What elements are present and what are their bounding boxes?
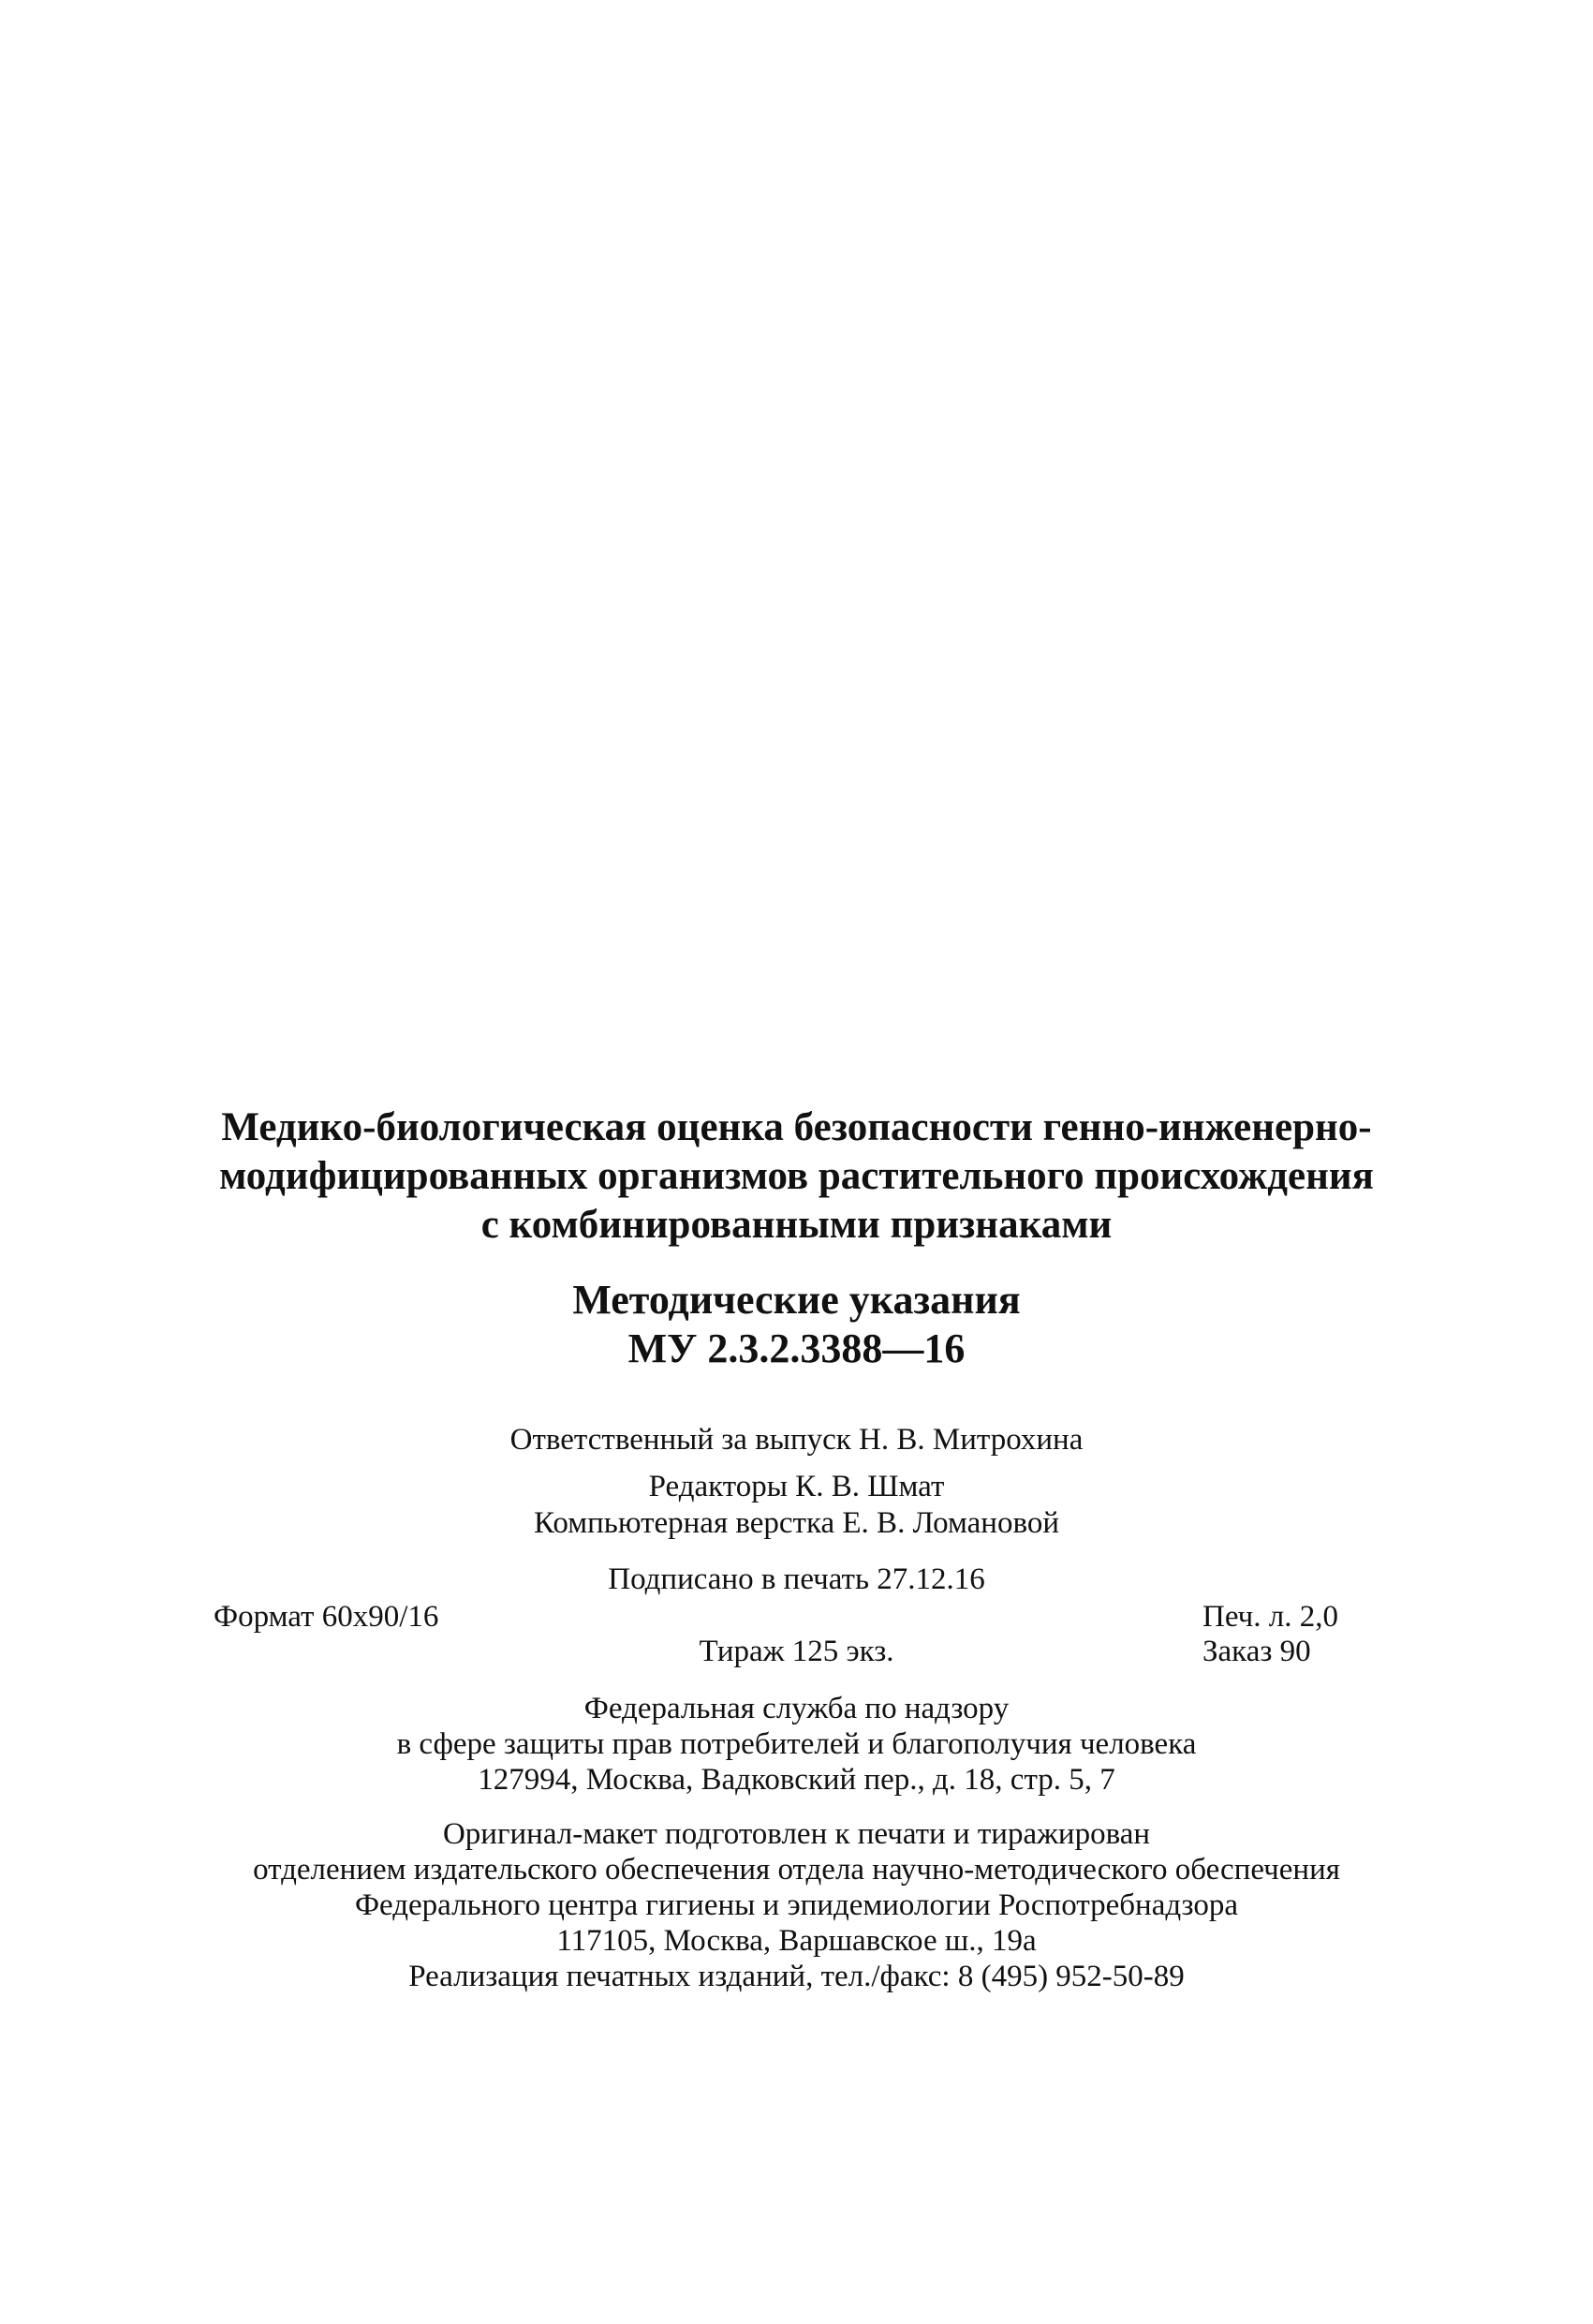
circulation: Тираж 125 экз. bbox=[699, 1635, 894, 1668]
printer-address: 117105, Москва, Варшавское ш., 19а bbox=[556, 1924, 1037, 1958]
layout-credit: Компьютерная верстка Е. В. Ломановой bbox=[534, 1506, 1059, 1540]
printed-sheets: Печ. л. 2,0 bbox=[1202, 1600, 1338, 1634]
document-title-line-1: Медико-биологическая оценка безопасности генно-инженерно- bbox=[221, 1105, 1372, 1149]
publisher-address: 127994, Москва, Вадковский пер., д. 18, стр. 5, 7 bbox=[478, 1763, 1115, 1797]
publisher-line-1: Федеральная служба по надзору bbox=[583, 1692, 1010, 1725]
signed-date: Подписано в печать 27.12.16 bbox=[608, 1562, 985, 1596]
sales-contact: Реализация печатных изданий, тел./факс: 8 (495) 952-50-89 bbox=[408, 1960, 1185, 1993]
document-type: Методические указания bbox=[572, 1277, 1021, 1323]
editors-credit: Редакторы К. В. Шмат bbox=[648, 1470, 945, 1503]
printer-line-3: Федерального центра гигиены и эпидемиологии Роспотребнадзора bbox=[354, 1888, 1239, 1922]
document-title-line-2: модифицированных организмов растительного происхождения bbox=[219, 1154, 1374, 1198]
document-code: МУ 2.3.2.3388—16 bbox=[627, 1325, 966, 1371]
responsible-credit: Ответственный за выпуск Н. В. Митрохина bbox=[509, 1423, 1084, 1457]
order-number: Заказ 90 bbox=[1202, 1635, 1311, 1668]
printer-line-2: отделением издательского обеспечения отдела научно-методического обеспечения bbox=[253, 1853, 1340, 1887]
document-title-line-3: с комбинированными признаками bbox=[480, 1203, 1113, 1247]
paper-format: Формат 60x90/16 bbox=[214, 1600, 439, 1634]
publisher-line-2: в сфере защиты прав потребителей и благополучия человека bbox=[396, 1727, 1197, 1761]
printer-line-1: Оригинал-макет подготовлен к печати и тиражирован bbox=[442, 1817, 1151, 1851]
